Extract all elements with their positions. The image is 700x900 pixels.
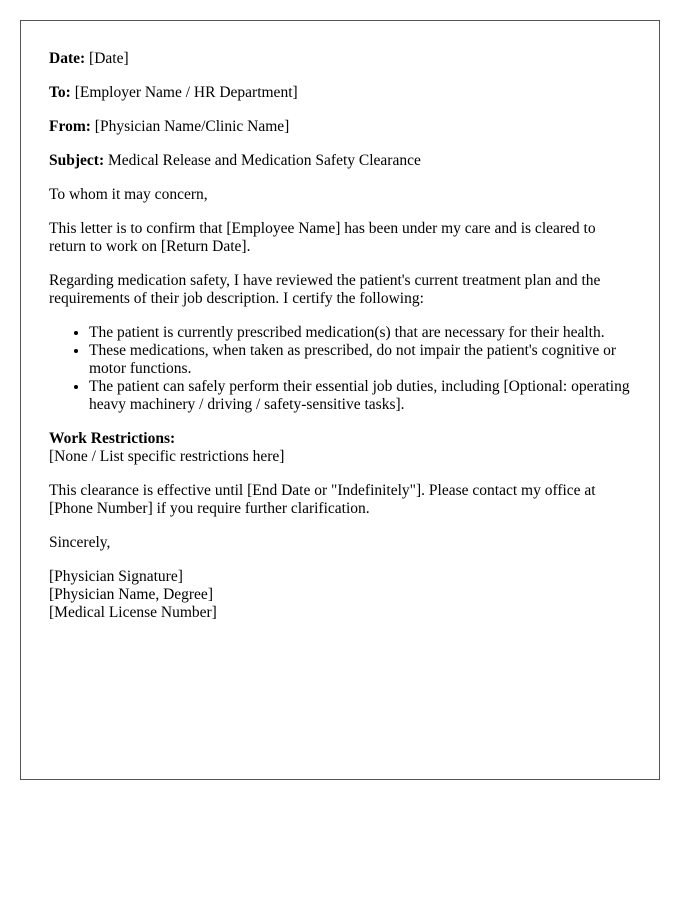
list-item: • The patient is currently prescribed medication(s) that are necessary for their health. xyxy=(89,324,631,342)
letter-page xyxy=(20,20,660,780)
date-line xyxy=(49,50,631,68)
subject-value: Medical Release and Medication Safety Clearance xyxy=(107,152,421,169)
work-restrictions-value: [None / List specific restrictions here] xyxy=(49,448,285,465)
clearance-paragraph: This clearance is effective until [End Date or "Indefinitely"]. Please contact my office at [Phone Number] if you require further clarification. xyxy=(49,482,596,517)
work-restrictions-section xyxy=(49,430,631,466)
medical-license-number: [Medical License Number] xyxy=(49,604,217,621)
signature-block xyxy=(49,568,631,622)
greeting: To whom it may concern, xyxy=(49,186,208,203)
closing: Sincerely, xyxy=(49,534,111,551)
certification-list xyxy=(49,324,631,414)
physician-name: [Physician Name, Degree] xyxy=(49,586,213,603)
medication-safety-paragraph: Regarding medication safety, I have reviewed the patient's current treatment plan and the requirements of their job description. I certify the following: xyxy=(49,272,601,307)
list-item: • The patient can safely perform their essential job duties, including [Optional: operating heavy machinery / driving / safety-sensitive tasks]. xyxy=(89,378,631,414)
subject-line xyxy=(49,152,631,170)
from-value: [Physician Name/Clinic Name] xyxy=(94,118,290,135)
work-restrictions-label: Work Restrictions: xyxy=(49,430,176,447)
date-value: [Date] xyxy=(89,50,129,67)
from-line xyxy=(49,118,631,136)
to-label: To: xyxy=(49,84,71,101)
confirmation-paragraph: This letter is to confirm that [Employee Name] has been under my care and is cleared to return to work on [Return Date]. xyxy=(49,220,596,255)
from-label: From: xyxy=(49,118,91,135)
physician-signature: [Physician Signature] xyxy=(49,568,183,585)
subject-label: Subject: xyxy=(49,152,105,169)
to-line xyxy=(49,84,631,102)
list-item: • These medications, when taken as prescribed, do not impair the patient's cognitive or motor functions. xyxy=(89,342,631,378)
to-value: [Employer Name / HR Department] xyxy=(74,84,298,101)
date-label: Date: xyxy=(49,50,86,67)
